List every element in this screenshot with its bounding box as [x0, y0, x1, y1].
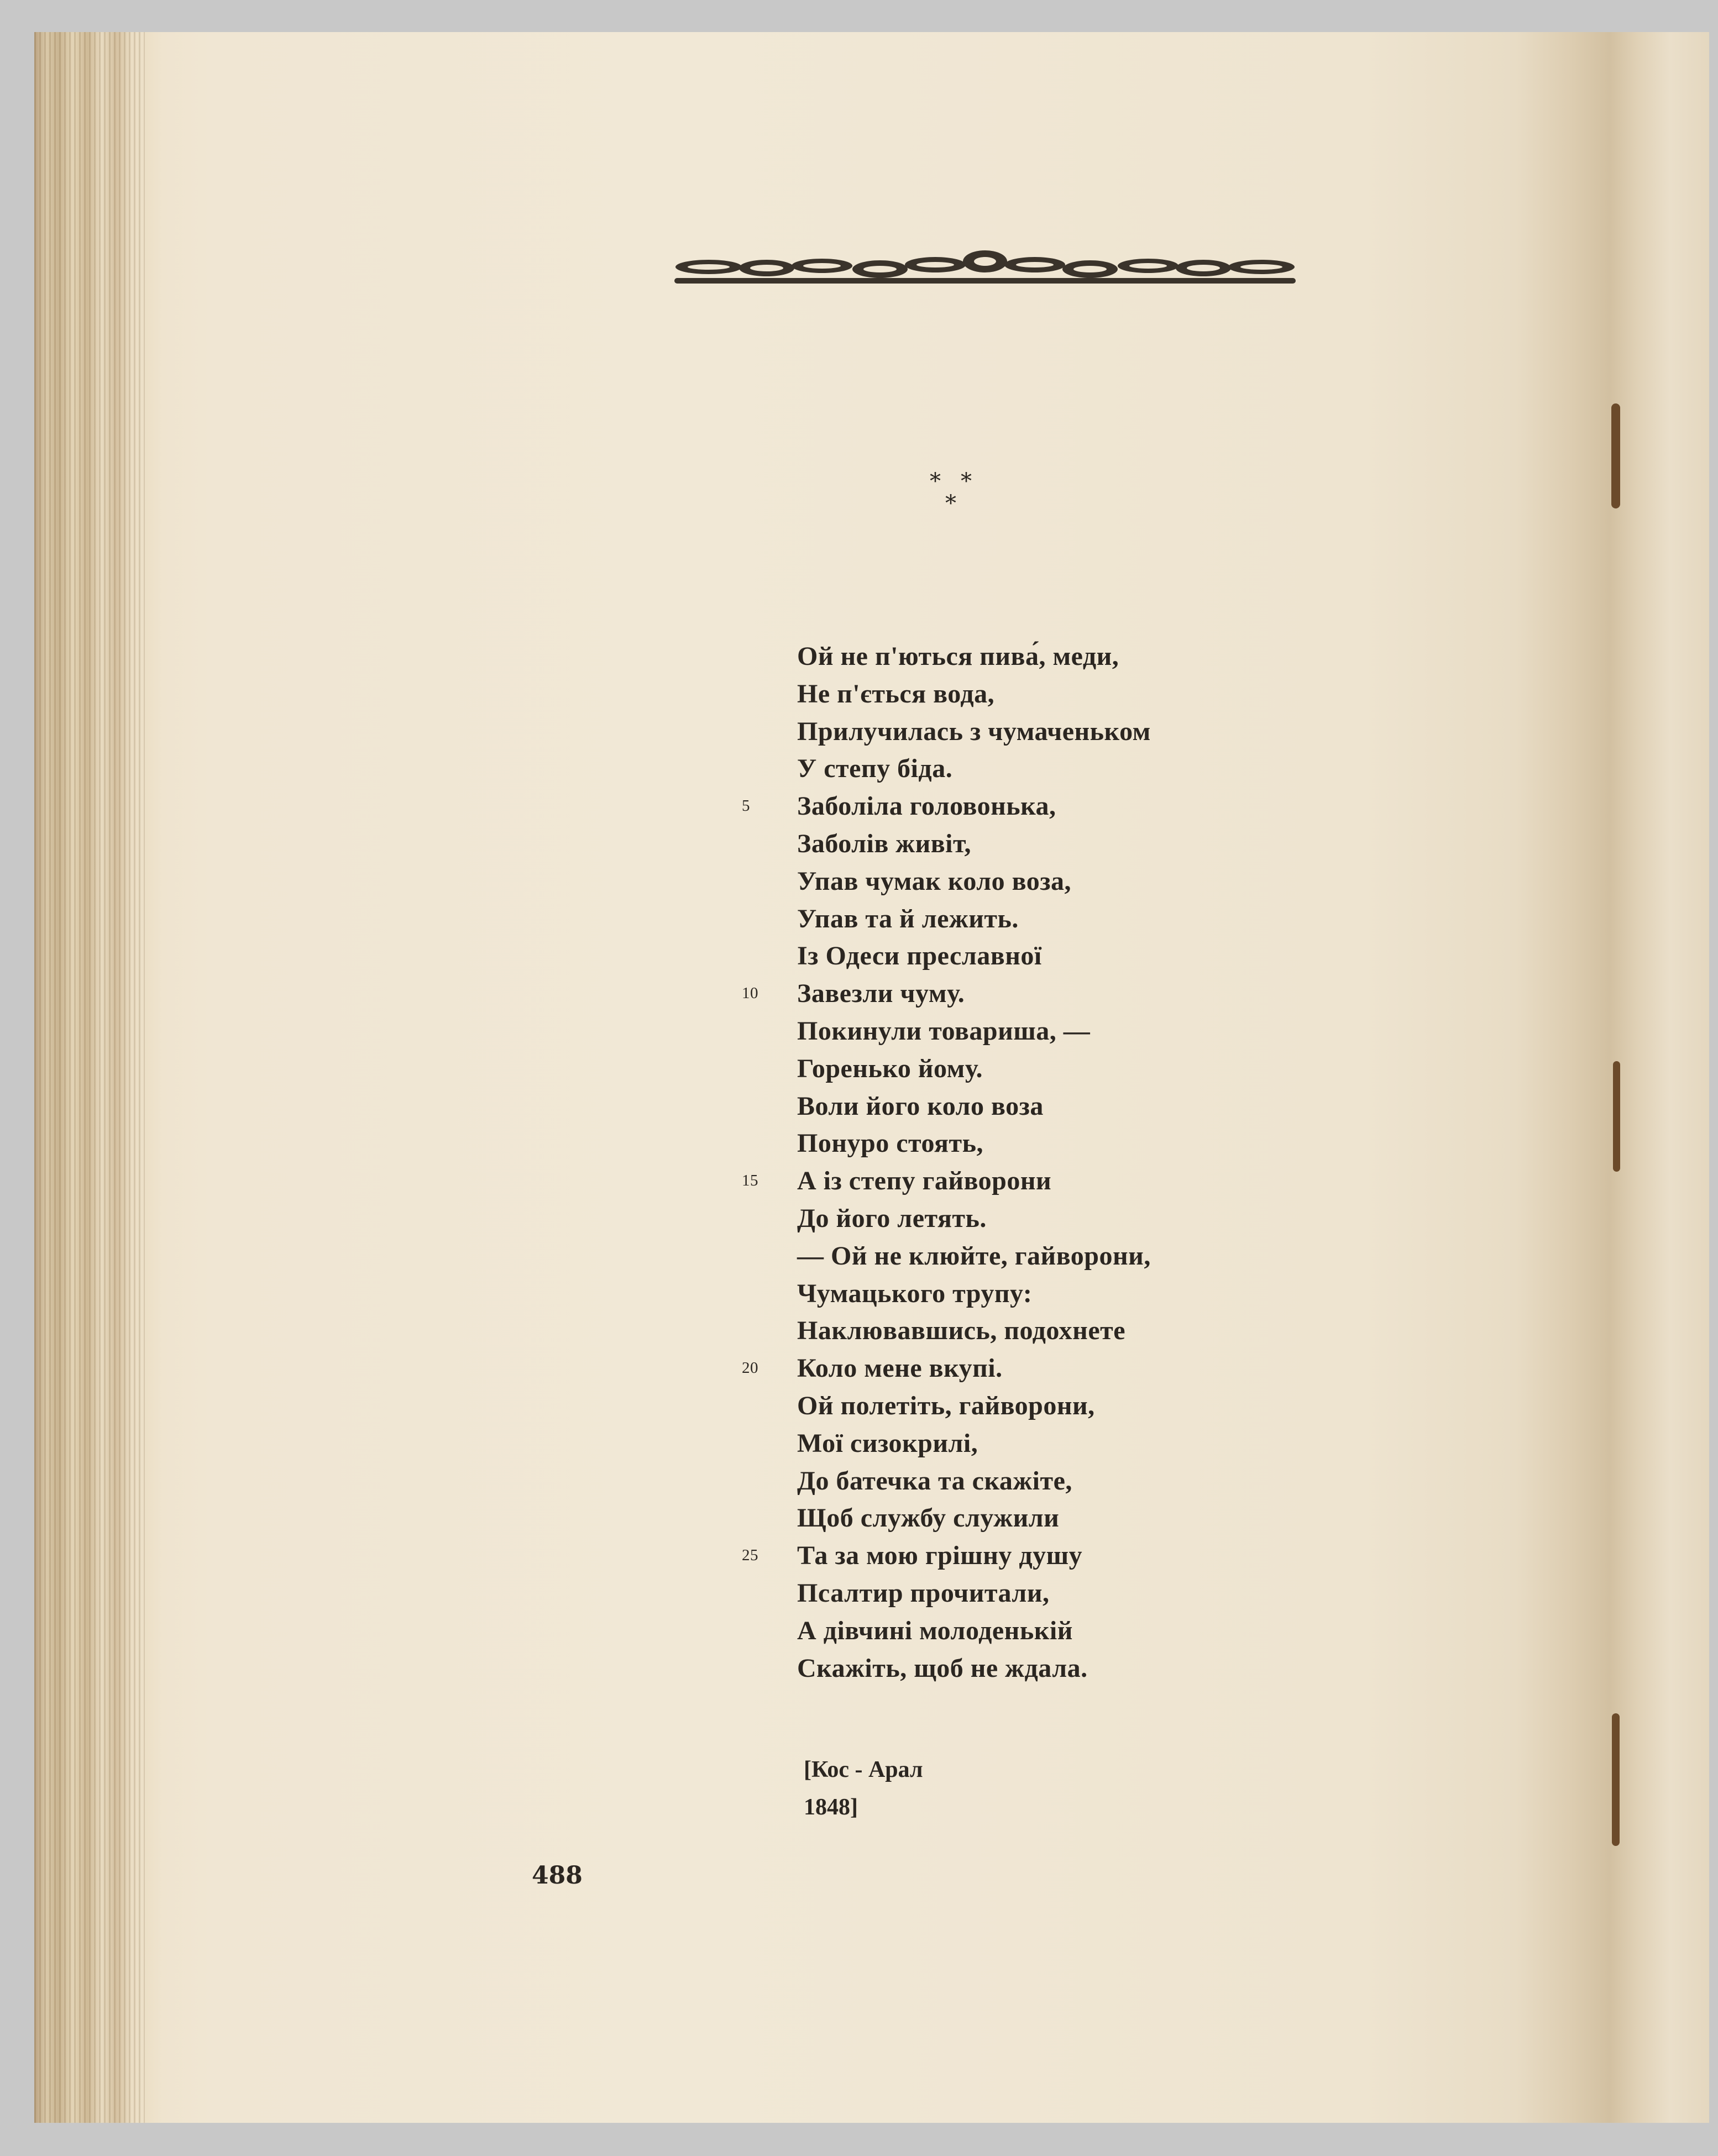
binding-stain-bottom	[1612, 1713, 1620, 1846]
line-text: Упав чумак коло воза,	[797, 866, 1072, 896]
line-text: Завезли чуму.	[797, 979, 965, 1009]
poem-year: 1848]	[804, 1795, 858, 1820]
page-number: 488	[532, 1861, 583, 1890]
poem-line	[797, 937, 1151, 975]
page-edges	[34, 32, 145, 2123]
line-text: Мої сизокрилі,	[797, 1428, 978, 1458]
line-text: Понуро стоять,	[797, 1129, 983, 1158]
line-text: Щоб службу служили	[797, 1503, 1060, 1533]
poem-dateline	[804, 1751, 923, 1826]
binding-stain-middle	[1613, 1061, 1620, 1172]
line-text: Ой не п'ються пива́, меди,	[797, 642, 1119, 671]
asterisk: *	[930, 469, 941, 494]
line-number: 15	[742, 1172, 758, 1190]
poem-line	[797, 1312, 1151, 1350]
poem-line	[797, 1575, 1151, 1612]
line-number: 25	[742, 1546, 758, 1565]
line-text: — Ой не клюйте, гайворони,	[797, 1241, 1151, 1271]
poem-line	[797, 1237, 1151, 1275]
poem-line	[742, 788, 1151, 825]
poem-line	[797, 1387, 1151, 1425]
line-number: 5	[742, 797, 750, 815]
poem-line	[797, 900, 1151, 938]
line-text: Псалтир прочитали,	[797, 1578, 1050, 1608]
line-text: Прилучилась з чумаченьком	[797, 716, 1151, 746]
line-text: Заболіла головонька,	[797, 791, 1056, 821]
poem-line	[797, 1088, 1151, 1125]
line-text: Заболів живіт,	[797, 828, 971, 858]
line-text: А дівчині молоденькій	[797, 1615, 1073, 1645]
poem-place: [Кос - Арал	[804, 1757, 923, 1782]
poem-line	[797, 713, 1151, 751]
poem-line	[797, 1462, 1151, 1500]
poem-body	[742, 638, 1151, 1687]
poem-line	[797, 1125, 1151, 1162]
poem-line	[797, 1499, 1151, 1537]
poem-line	[797, 750, 1151, 788]
line-text: Ой полетіть, гайворони,	[797, 1391, 1095, 1420]
poem-line	[797, 1275, 1151, 1313]
poem-line	[742, 1162, 1151, 1200]
section-asterism	[930, 469, 1007, 535]
line-text: Із Одеси преславної	[797, 941, 1042, 971]
line-text: Чумацького трупу:	[797, 1278, 1033, 1308]
poem-line	[797, 1425, 1151, 1462]
line-text: Наклювавшись, подохнете	[797, 1316, 1126, 1346]
line-text: Горенько йому.	[797, 1053, 983, 1083]
poem-line	[742, 1537, 1151, 1575]
poem-line	[797, 1200, 1151, 1237]
line-number: 20	[742, 1359, 758, 1377]
book-page-scan	[34, 32, 1709, 2123]
line-text: Коло мене вкупі.	[797, 1354, 1003, 1383]
poem-line	[797, 863, 1151, 900]
poem-line	[742, 975, 1151, 1013]
asterisk: *	[961, 469, 972, 494]
poem-line	[797, 1013, 1151, 1050]
poem-line	[797, 638, 1151, 675]
binding-stain-top	[1611, 403, 1620, 508]
line-text: А із степу гайворони	[797, 1166, 1052, 1196]
line-number: 10	[742, 984, 758, 1003]
line-text: До його летять.	[797, 1203, 987, 1233]
line-text: Покинули товариша, —	[797, 1016, 1091, 1046]
line-text: Та за мою грішну душу	[797, 1541, 1083, 1571]
line-text: Воли його коло воза	[797, 1091, 1044, 1121]
line-text: У степу біда.	[797, 754, 953, 784]
poem-line	[797, 825, 1151, 863]
poem-line	[797, 1650, 1151, 1687]
poem-line	[797, 675, 1151, 713]
poem-line	[797, 1050, 1151, 1088]
line-text: Упав та й лежить.	[797, 904, 1019, 933]
decorative-headpiece	[670, 245, 1300, 296]
line-text: Скажіть, щоб не ждала.	[797, 1653, 1088, 1683]
poem-line	[797, 1612, 1151, 1650]
line-text: До батечка та скажіте,	[797, 1466, 1072, 1496]
asterisk: *	[945, 491, 956, 516]
poem-line	[742, 1350, 1151, 1387]
line-text: Не п'ється вода,	[797, 679, 995, 709]
